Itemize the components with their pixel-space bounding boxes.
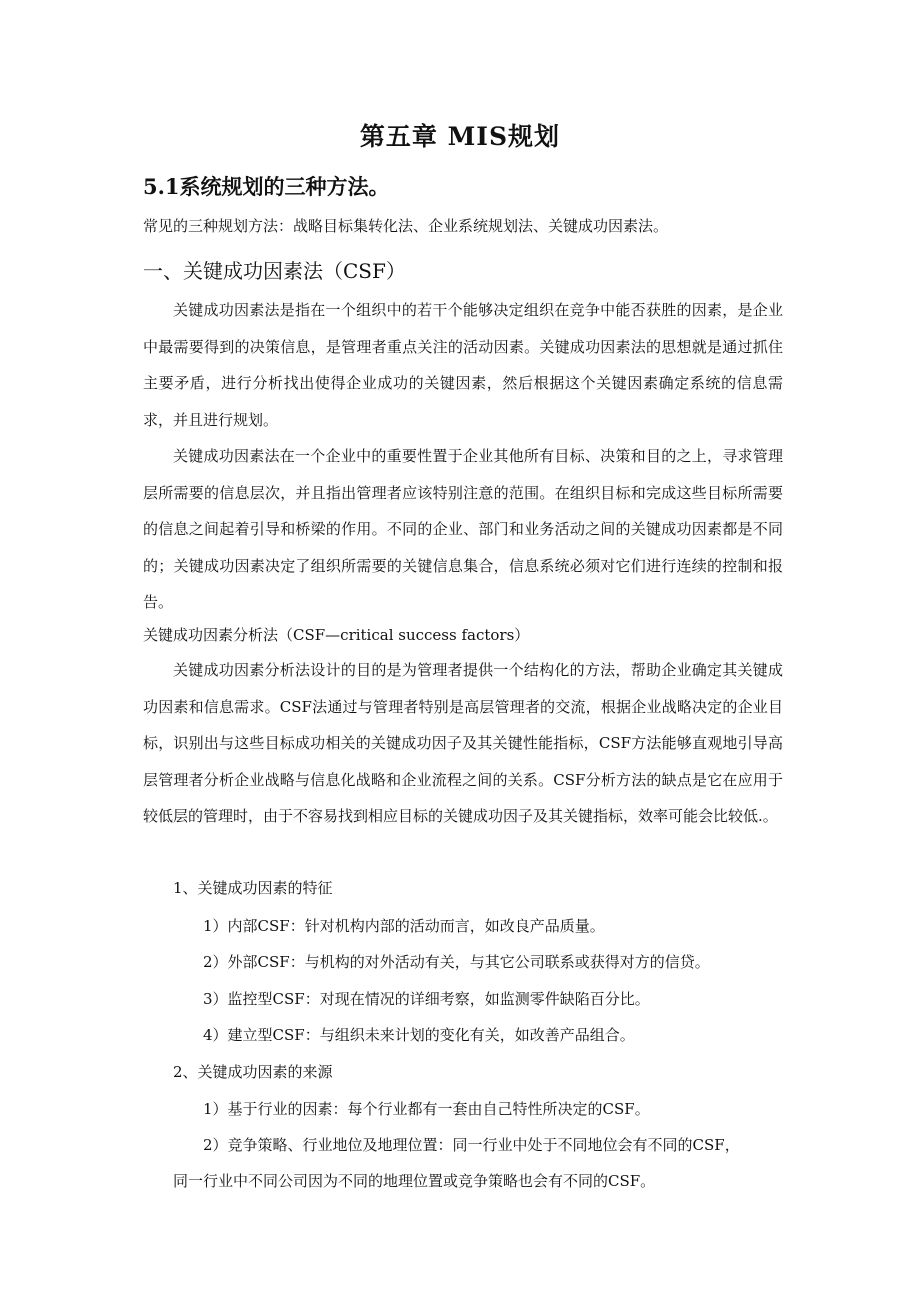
section-heading: 5.1系统规划的三种方法。: [143, 174, 390, 199]
paragraph-csf-importance: 关键成功因素法在一个企业中的重要性置于企业其他所有目标、决策和目的之上，寻求管理层所需要的信息层次，并且指出管理者应该特别注意的范围。在组织目标和完成这些目标所需要的信息之间起着引导和桥梁的作用。不同的企业、部门和业务活动之间的关键成功因素都是不同的；关键成功因素决定了组织所需要的关键信息集合，信息系统必须对它们进行连续的控制和报告。: [143, 447, 783, 611]
sources-heading: 2、关键成功因素的来源: [173, 1063, 333, 1081]
source-item: 2）竞争策略、行业地位及地理位置：同一行业中处于不同地位会有不同的CSF，: [203, 1136, 740, 1154]
feature-item: 3）监控型CSF：对现在情况的详细考察，如监测零件缺陷百分比。: [203, 990, 650, 1008]
source-item: 1）基于行业的因素：每个行业都有一套由自己特性所决定的CSF。: [203, 1100, 650, 1118]
source-item-continuation: 同一行业中不同公司因为不同的地理位置或竞争策略也会有不同的CSF。: [173, 1172, 656, 1190]
features-heading: 1、关键成功因素的特征: [173, 879, 333, 897]
feature-item: 2）外部CSF：与机构的对外活动有关，与其它公司联系或获得对方的信贷。: [203, 953, 710, 971]
paragraph-csf-analysis: 关键成功因素分析法设计的目的是为管理者提供一个结构化的方法，帮助企业确定其关键成功因素和信息需求。CSF法通过与管理者特别是高层管理者的交流，根据企业战略决定的企业目标，识别出与这些目标成功相关的关键成功因子及其关键性能指标，CSF方法能够直观地引导高层管理者分析企业战略与信息化战略和企业流程之间的关系。CSF分析方法的缺点是它在应用于较低层的管理时，由于不容易找到相应目标的关键成功因子及其关键指标，效率可能会比较低.。: [143, 661, 783, 825]
paragraph-csf-definition: 关键成功因素法是指在一个组织中的若干个能够决定组织在竞争中能否获胜的因素，是企业中最需要得到的决策信息，是管理者重点关注的活动因素。关键成功因素法的思想就是通过抓住主要矛盾，进行分析找出使得企业成功的关键因素，然后根据这个关键因素确定系统的信息需求，并且进行规划。: [143, 301, 783, 429]
methods-summary: 常见的三种规划方法：战略目标集转化法、企业系统规划法、关键成功因素法。: [143, 217, 669, 235]
csf-analysis-title: 关键成功因素分析法（CSF—critical success factors）: [143, 626, 530, 644]
feature-item: 1）内部CSF：针对机构内部的活动而言，如改良产品质量。: [203, 917, 605, 935]
csf-heading: 一、关键成功因素法（CSF）: [143, 259, 406, 283]
feature-item: 4）建立型CSF：与组织未来计划的变化有关，如改善产品组合。: [203, 1026, 635, 1044]
chapter-title: 第五章 MIS规划: [359, 122, 561, 151]
